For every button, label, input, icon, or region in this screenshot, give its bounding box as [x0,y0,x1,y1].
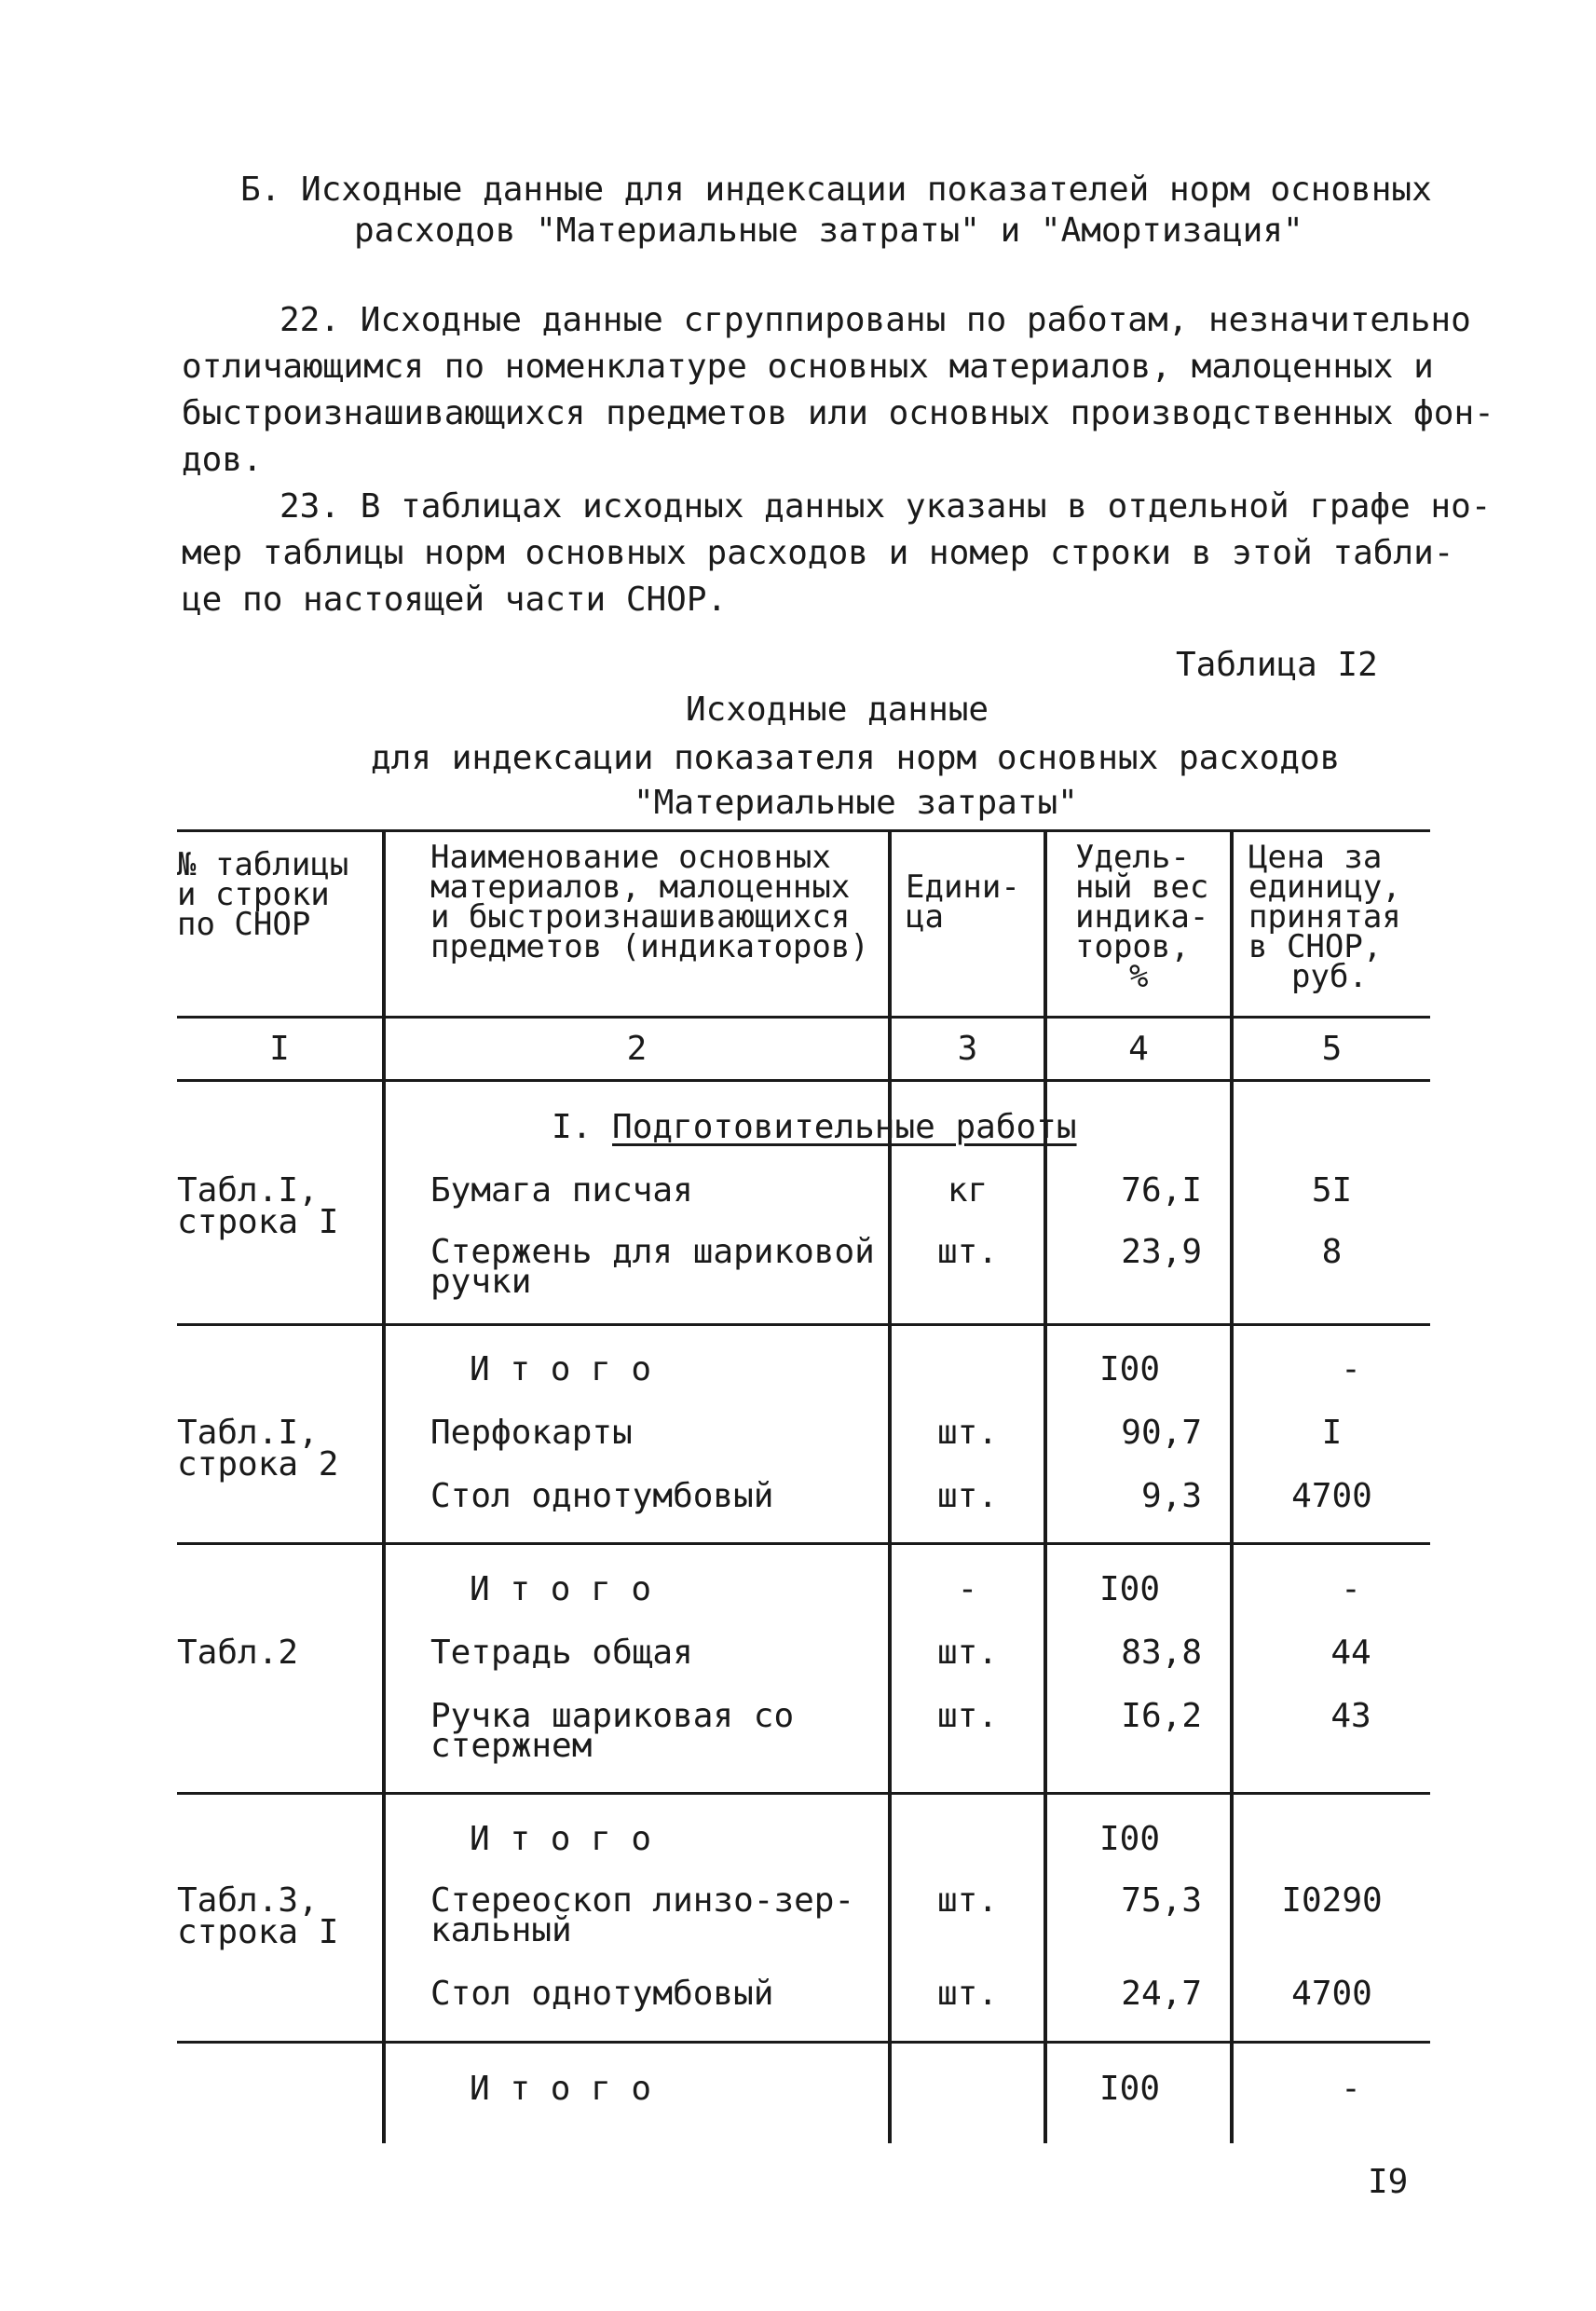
item-name: ручки [430,1263,532,1301]
total-unit: - [957,1570,978,1608]
header-col2-line: материалов, малоценных [430,868,851,906]
table-caption-line: для индексации показателя норм основных расходов [371,739,1341,777]
header-col3-line: Едини- [906,868,1020,906]
table-colnum-rule [177,1079,1430,1082]
item-share: 75,3 [1121,1881,1202,1920]
header-col2-line: предметов (индикаторов) [430,928,869,965]
table-group-rule [177,1323,1430,1326]
column-number: 3 [957,1030,978,1068]
header-col5-line: Цена за [1248,839,1383,876]
item-name: Стержень для шариковой [430,1233,875,1271]
table-label: Таблица I2 [1176,646,1378,684]
total-share: I00 [1099,1570,1161,1608]
section-title-line1: Б. Исходные данные для индексации показателей норм основных [240,171,1432,209]
total-label: И т о г о [470,2070,652,2108]
group-ref: Табл.I, [177,1171,319,1210]
item-unit: шт. [936,1975,999,2013]
total-share: I00 [1099,1350,1161,1388]
item-name: кальный [430,1911,572,1949]
header-col5-line: руб. [1291,958,1368,995]
item-share: I6,2 [1121,1697,1202,1735]
paragraph-22-line: 22. Исходные данные сгруппированы по работам, незначительно [280,301,1471,339]
total-share: I00 [1099,1820,1161,1858]
table-caption-line: Исходные данные [686,691,989,729]
paragraph-23-line: 23. В таблицах исходных данных указаны в отдельной графе но- [280,487,1492,526]
group-ref: Табл.2 [177,1634,299,1672]
header-col3-line: ца [906,898,944,936]
item-unit: шт. [936,1634,999,1672]
item-share: 24,7 [1121,1975,1202,2013]
item-price: 4700 [1291,1975,1372,2013]
header-col2-line: и быстроизнашивающихся [430,898,851,936]
item-unit: шт. [936,1233,999,1271]
item-share: 76,I [1121,1171,1202,1210]
table-group-rule [177,1542,1430,1545]
table-group-rule [177,2041,1430,2044]
paragraph-23-line: це по настоящей части СНОР. [182,581,728,619]
header-col1-line: и строки [177,876,330,913]
item-name: Стол однотумбовый [430,1975,774,2013]
total-label: И т о г о [470,1350,652,1388]
item-share: 23,9 [1121,1233,1202,1271]
header-col4-line: % [1129,958,1149,995]
paragraph-22-line: быстроизнашивающихся предметов или основных производственных фон- [182,394,1494,432]
section-heading-number: I. [552,1108,613,1146]
item-price: 5I [1311,1171,1353,1210]
header-col4-line: ный вес [1075,868,1209,906]
total-price: - [1341,1570,1361,1608]
column-number: I [269,1030,290,1068]
item-unit: шт. [936,1697,999,1735]
item-unit: шт. [936,1477,999,1515]
item-name: Перфокарты [430,1414,633,1452]
item-price: 8 [1321,1233,1343,1271]
header-col4-line: индика- [1075,898,1209,936]
header-col4-line: торов, [1075,928,1190,965]
group-ref: Табл.3, [177,1881,319,1920]
item-share: 9,3 [1140,1477,1202,1515]
header-col2-line: Наименование основных [430,839,831,876]
paragraph-22-line: отличающимся по номенклатуре основных материалов, малоценных и [182,348,1434,386]
header-col1-line: по СНОР [177,906,311,943]
item-share: 83,8 [1121,1634,1202,1672]
item-name: Бумага писчая [430,1171,693,1210]
paragraph-23-line: мер таблицы норм основных расходов и номер строки в этой табли- [182,534,1454,572]
section-heading [552,1105,1077,1150]
header-col5-line: единицу, [1248,868,1401,906]
total-price: - [1341,1350,1361,1388]
group-ref: строка 2 [177,1445,339,1484]
item-price: 4700 [1291,1477,1372,1515]
paragraph-22-line: дов. [182,441,263,479]
item-unit: кг [947,1171,989,1210]
column-number: 2 [626,1030,648,1068]
item-unit: шт. [936,1881,999,1920]
group-ref: Табл.I, [177,1414,319,1452]
item-name: Ручка шариковая со [430,1697,795,1735]
item-unit: шт. [936,1414,999,1452]
table-header-rule [177,1016,1430,1019]
page-number: I9 [1368,2163,1409,2201]
section-title-line2: расходов "Материальные затраты" и "Амортизация" [354,212,1303,250]
item-name: стержнем [430,1727,593,1765]
item-price: I0290 [1281,1881,1383,1920]
column-number: 5 [1321,1030,1343,1068]
item-name: Стол однотумбовый [430,1477,774,1515]
header-col4-line: Удель- [1075,839,1190,876]
header-col5-line: принятая [1248,898,1401,936]
table-caption-line: "Материальные затраты" [634,784,1078,822]
table-group-rule [177,1792,1430,1795]
table-top-rule [177,829,1430,832]
column-number: 4 [1128,1030,1149,1068]
group-ref: строка I [177,1913,339,1951]
header-col5-line: в СНОР, [1248,928,1383,965]
item-share: 90,7 [1121,1414,1202,1452]
total-price: - [1341,2070,1361,2108]
item-price: 44 [1330,1634,1371,1672]
total-share: I00 [1099,2070,1161,2108]
item-name: Тетрадь общая [430,1634,693,1672]
header-col1-line: № таблицы [177,846,349,883]
section-heading-text: Подготовительные работы [612,1108,1077,1146]
total-label: И т о г о [470,1820,652,1858]
item-name: Стереоскоп линзо-зер- [430,1881,855,1920]
total-label: И т о г о [470,1570,652,1608]
item-price: I [1321,1414,1343,1452]
group-ref: строка I [177,1203,339,1241]
item-price: 43 [1330,1697,1371,1735]
